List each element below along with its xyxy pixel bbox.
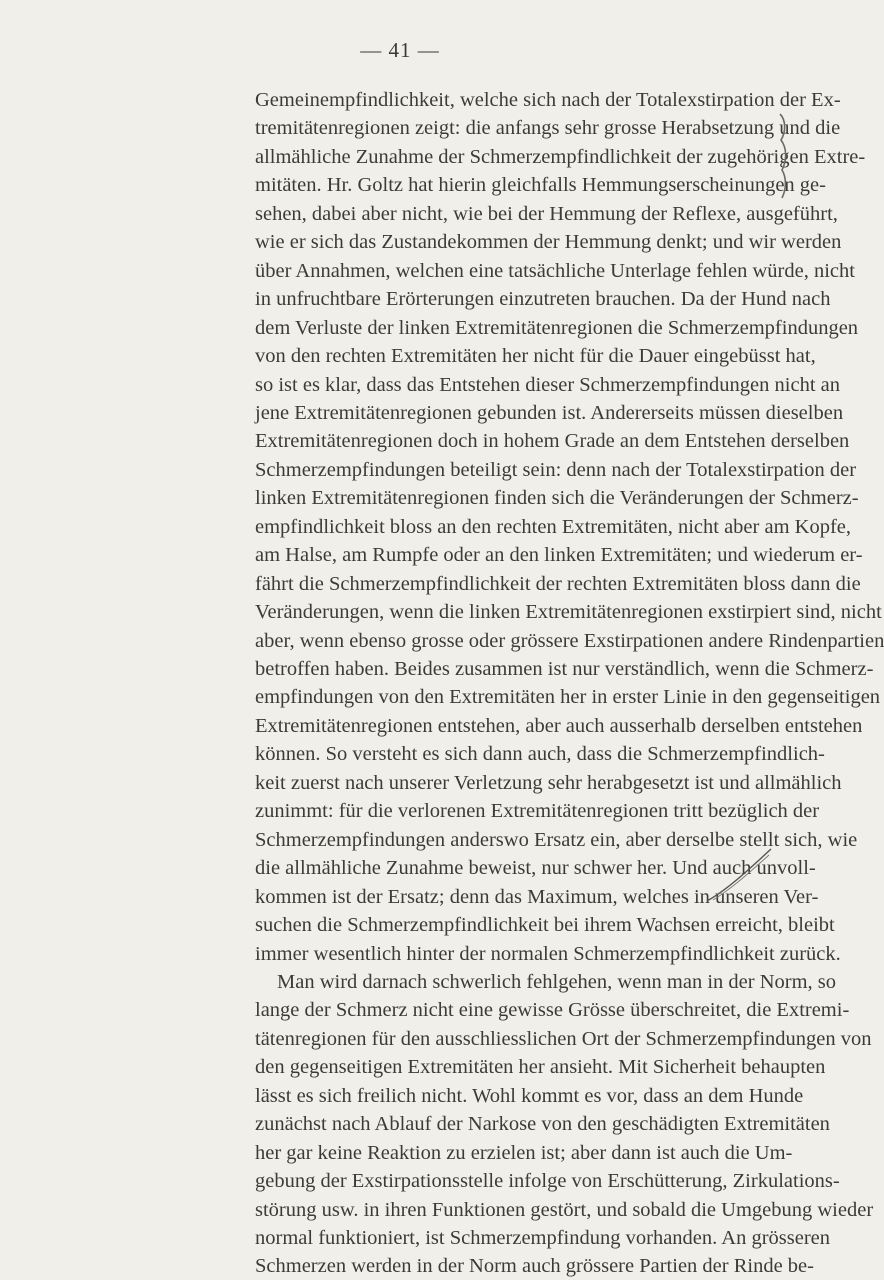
page-number: — 41 —: [360, 38, 440, 62]
text-line: in unfruchtbare Erörterungen einzutreten brauchen. Da der Hund nach: [255, 288, 831, 311]
text-line: allmähliche Zunahme der Schmerzempfindlichkeit der zugehörigen Extre-: [255, 145, 866, 168]
text-line: Schmerzempfindungen anderswo Ersatz ein, aber derselbe stellt sich, wie: [255, 828, 858, 851]
text-line: so ist es klar, dass das Entstehen dieser Schmerzempfindungen nicht an: [255, 373, 840, 396]
text-line: am Halse, am Rumpfe oder an den linken Extremitäten; und wiederum er-: [255, 544, 863, 567]
text-line: dem Verluste der linken Extremitätenregionen die Schmerzempfindungen: [255, 316, 859, 339]
text-line: Schmerzempfindungen beteiligt sein: denn nach der Totalexstirpation der: [255, 458, 857, 481]
text-line: gebung der Exstirpationsstelle infolge von Erschütterung, Zirkulations-: [255, 1170, 840, 1193]
text-line: aber, wenn ebenso grosse oder grössere Exstirpationen andere Rindenpartien: [255, 629, 884, 652]
text-line: mitäten. Hr. Goltz hat hierin gleichfalls Hemmungserscheinungen ge-: [255, 174, 826, 197]
text-line: immer wesentlich hinter der normalen Schmerzempfindlichkeit zurück.: [255, 942, 841, 965]
text-line: den gegenseitigen Extremitäten her ansieht. Mit Sicherheit behaupten: [255, 1056, 826, 1079]
margin-bracket-mark: [776, 112, 792, 202]
text-line: können. So versteht es sich dann auch, dass die Schmerzempfindlich-: [255, 743, 825, 766]
text-line: störung usw. in ihren Funktionen gestört, und sobald die Umgebung wieder: [255, 1198, 874, 1221]
text-line: fährt die Schmerzempfindlichkeit der rechten Extremitäten bloss dann die: [255, 572, 861, 595]
text-line: Veränderungen, wenn die linken Extremitätenregionen exstirpiert sind, nicht: [255, 601, 882, 624]
text-line: wie er sich das Zustandekommen der Hemmung denkt; und wir werden: [255, 231, 842, 254]
text-line: die allmähliche Zunahme beweist, nur schwer her. Und auch unvoll-: [255, 857, 816, 880]
text-line: sehen, dabei aber nicht, wie bei der Hemmung der Reflexe, ausgeführt,: [255, 202, 838, 225]
text-line: über Annahmen, welchen eine tatsächliche Unterlage fehlen würde, nicht: [255, 259, 855, 282]
text-line: empfindungen von den Extremitäten her in erster Linie in den gegenseitigen: [255, 686, 881, 709]
text-line: Gemeinempfindlichkeit, welche sich nach der Totalexstirpation der Ex-: [255, 89, 841, 111]
text-line: normal funktioniert, ist Schmerzempfindung vorhanden. An grösseren: [255, 1227, 831, 1249]
text-line: Schmerzen werden in der Norm auch grössere Partien der Rinde be-: [255, 1255, 814, 1278]
text-line: von den rechten Extremitäten her nicht für die Dauer eingebüsst hat,: [255, 345, 816, 368]
text-line: tätenregionen für den ausschliesslichen Ort der Schmerzempfindungen von: [255, 1027, 872, 1050]
text-line: jene Extremitätenregionen gebunden ist. Andererseits müssen dieselben: [255, 401, 844, 424]
text-line: Extremitätenregionen doch in hohem Grade an dem Entstehen derselben: [255, 430, 850, 453]
text-line: zunimmt: für die verlorenen Extremitätenregionen tritt bezüglich der: [255, 800, 820, 823]
text-line: Extremitätenregionen entstehen, aber auch ausserhalb derselben entstehen: [255, 714, 863, 737]
text-line: Man wird darnach schwerlich fehlgehen, wenn man in der Norm, so: [277, 970, 837, 993]
text-line: suchen die Schmerzempfindlichkeit bei ihrem Wachsen erreicht, bleibt: [255, 914, 835, 937]
text-line: zunächst nach Ablauf der Narkose von den geschädigten Extremitäten: [255, 1113, 830, 1136]
text-line: kommen ist der Ersatz; denn das Maximum, welches in unseren Ver-: [255, 885, 819, 908]
text-line: tremitätenregionen zeigt: die anfangs sehr grosse Herabsetzung und die: [255, 117, 841, 140]
text-line: lässt es sich freilich nicht. Wohl kommt es vor, dass an dem Hunde: [255, 1084, 804, 1107]
margin-pencil-stroke: [705, 845, 775, 905]
text-line: betroffen haben. Beides zusammen ist nur verständlich, wenn die Schmerz-: [255, 658, 874, 680]
text-line: keit zuerst nach unserer Verletzung sehr herabgesetzt ist und allmählich: [255, 771, 842, 794]
text-line: empfindlichkeit bloss an den rechten Extremitäten, nicht aber am Kopfe,: [255, 515, 852, 538]
text-line: linken Extremitätenregionen finden sich die Veränderungen der Schmerz-: [255, 487, 859, 510]
text-line: her gar keine Reaktion zu erzielen ist; aber dann ist auch die Um-: [255, 1141, 793, 1164]
text-line: lange der Schmerz nicht eine gewisse Grösse überschreitet, die Extremi-: [255, 999, 850, 1022]
